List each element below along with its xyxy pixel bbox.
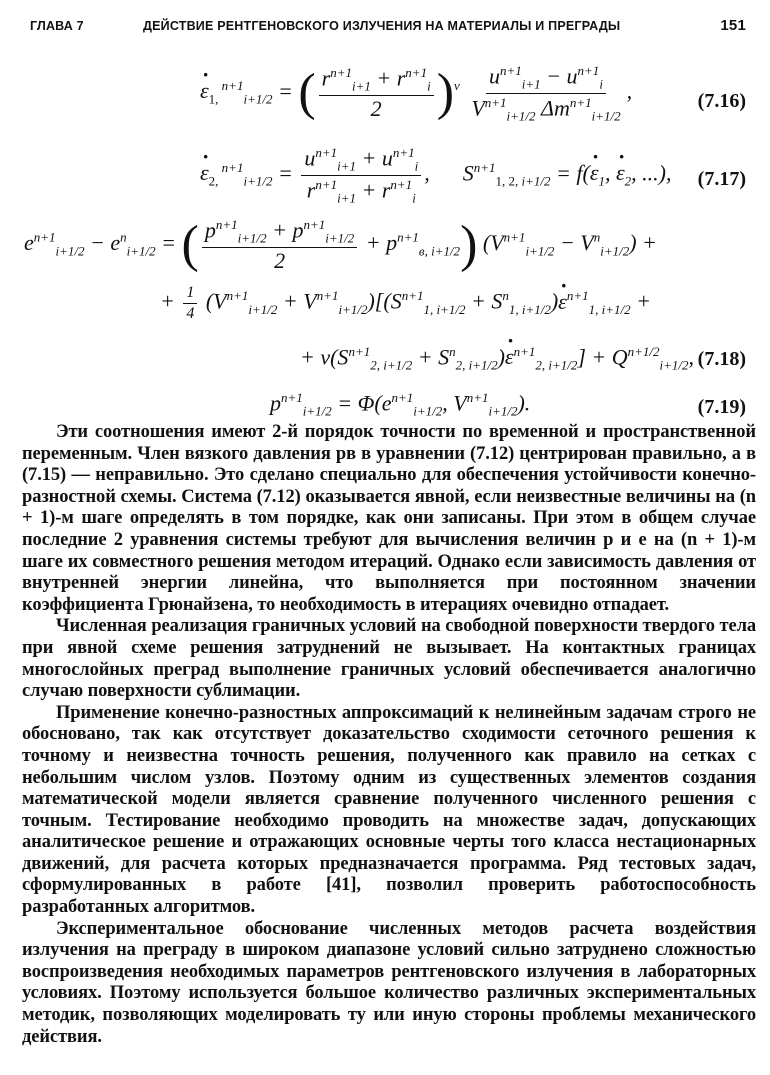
page-number: 151 [720, 17, 746, 34]
paragraph: Экспериментальное обоснование численных методов расчета воздействия излучения на преграду в широком диапазоне условий сильно затруднено сложностью воспроизведения необходимых параметров рентгеновского излучения в лабораторных условиях. Поэтому используется большое количество различных экспериментальных методик, позволяющих моделировать ту или иную стороны проблемы механического действия. [22, 918, 756, 1047]
equation-number: (7.16) [697, 90, 746, 112]
equation-7-19: $p^{n+1}_{i+1/2} = \Phi(e^{n+1}_{i+1/2}$, $V^{n+1}_{i+1/2}$). [270, 390, 531, 419]
equation-7-17: · $\varepsilon_{2,}$ $^{n+1}_{i+1/2}$ = $\frac{u^{n+1}_{i+1} + u^{n+1}_i}{r^{n+1}_{i+1} + r^{n+1}_i}$ , $S^{n+1}_{1, 2,}$ $_{i+1/2} = f(\cdot \varepsilon_1$, · $\varepsilon_2$, ...), [200, 146, 672, 204]
running-title: ДЕЙСТВИЕ РЕНТГЕНОВСКОГО ИЗЛУЧЕНИЯ НА МАТЕРИАЛЫ И ПРЕГРАДЫ [143, 19, 621, 33]
body-text [22, 422, 756, 1048]
equation-number: (7.17) [697, 168, 746, 190]
paragraph: Применение конечно-разностных аппроксимаций к нелинейным задачам строго не обосновано, так как отсутствует доказательство сходимости сеточного решения к точному и неизвестна точность решения, полученного как правило на сетках с небольшим числом узлов. Поэтому одним из существенных элементов создания математической модели является сравнение полученного численного решения с точным. Тестирование необходимо проводить на множестве задач, допускающих аналитическое решение и отражающих основные черты того класса нестационарных движений, для расчета которых предназначается программа. Ряд тестовых задач, сформулированных в работе [41], позволил проверить работоспособность разработанных алгоритмов. [22, 702, 756, 918]
paragraph: Численная реализация граничных условий на свободной поверхности твердого тела при явной схеме решения затруднений не вызывает. На контактных границах многослойных преград выполнение граничных условий обеспечивается аналогично случаю поверхности сублимации. [22, 616, 756, 702]
paragraph: Эти соотношения имеют 2-й порядок точности по временной и пространственной переменным. Член вязкого давления pв в уравнении (7.12) центрирован правильно, а в (7.15) — неправильно. Это сделано специально для обеспечения устойчивости конечно-разностной схемы. Система (7.12) оказывается явной, если неизвестные величины на (n + 1)-м шаге определять в том порядке, как они записаны. При этом в общем случае последние 2 уравнения системы требуют для вычисления величин p и e на (n + 1)-м шаге их совместного решения методом итераций. Однако если зависимость давления от внутренней энергии линейна, что выполняется при постоянном значении коэффициента Грюнайзена, то необходимость в итерациях очевидно отпадает. [22, 422, 756, 615]
equation-7-18-line-1: $e^{n+1}_{i+1/2} - e^n_{i+1/2}$ = ( $\frac{p^{n+1}_{i+1/2} + p^{n+1}_{i+1/2}}{2}$ + $p^{n+1}_{в, i+1/2}$) $(V^{n+1}_{i+1/2} - V^n_{i+1/2})$ + [24, 215, 657, 273]
equation-number: (7.18) [697, 348, 746, 370]
equation-7-18-line-2: + $\frac{1}{4}$ $(V^{n+1}_{i+1/2} + V^{n+1}_{i+1/2})[(S^{n+1}_{1, i+1/2} + S^n_{1, i+1/2})\cdot \varepsilon^{n+1}_{1, i+1/2}$ + [160, 285, 651, 322]
equation-number: (7.19) [697, 396, 746, 418]
equation-7-18-line-3: + $\nu(S^{n+1}_{2, i+1/2} + S^n_{2, i+1/2})\cdot \varepsilon^{n+1}_{2, i+1/2}] + Q^{n+1/2}_{i+1/2}$, [300, 345, 694, 372]
chapter-label: ГЛАВА 7 [30, 19, 84, 33]
equation-7-16: · $\varepsilon_{1,}$ $^{n+1}_{i+1/2}$ = ( $\frac{r^{n+1}_{i+1} + r^{n+1}_i}{2}$ )$^\nu$ $\frac{u^{n+1}_{i+1} - u^{n+1}_i}{V^{n+1}_{i+1/2} \Delta m^{n+1}_{i+1/2}}$ , [200, 64, 632, 122]
running-header [30, 16, 750, 38]
